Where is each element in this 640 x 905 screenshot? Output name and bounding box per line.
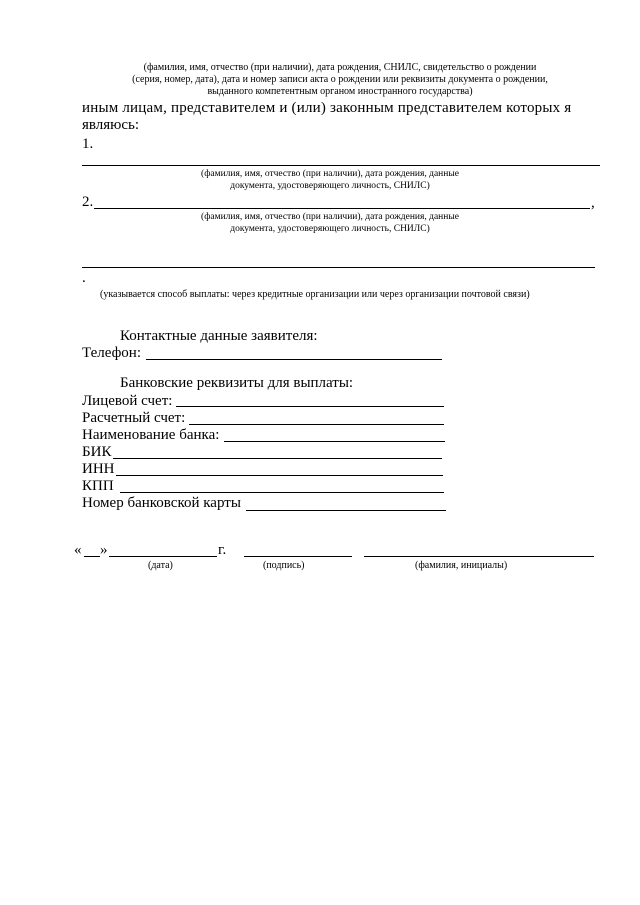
phone-field bbox=[82, 345, 141, 362]
name-initials-caption: (фамилия, инициалы) bbox=[415, 560, 508, 571]
kpp-line[interactable] bbox=[120, 492, 444, 493]
bank-heading: Банковские реквизиты для выплаты: bbox=[120, 375, 354, 391]
bank-name-label: Наименование банка: bbox=[82, 427, 220, 443]
bank-name-line[interactable] bbox=[224, 441, 445, 442]
bik-label: БИК bbox=[82, 444, 112, 460]
person-2-caption bbox=[160, 211, 500, 235]
person-2-caption-line-2: документа, удостоверяющего личность, СНИЛС) bbox=[230, 224, 430, 234]
statement-line-2: являюсь: bbox=[82, 117, 140, 133]
inn-line[interactable] bbox=[116, 475, 443, 476]
inn-label: ИНН bbox=[82, 461, 115, 477]
kpp-label: КПП bbox=[82, 478, 114, 494]
date-day-line[interactable] bbox=[84, 556, 100, 557]
person-2-number: 2. bbox=[82, 194, 94, 210]
person-1-caption-line-1: (фамилия, имя, отчество (при наличии), дата рождения, данные bbox=[201, 169, 459, 179]
year-suffix: г. bbox=[218, 542, 227, 558]
settlement-account-line[interactable] bbox=[189, 424, 444, 425]
card-number-label: Номер банковской карты bbox=[82, 495, 241, 511]
date-close-quote: » bbox=[100, 542, 108, 558]
phone-label: Телефон: bbox=[82, 345, 141, 361]
signature-line[interactable] bbox=[244, 556, 352, 557]
person-2-line[interactable] bbox=[94, 208, 590, 209]
person-2-comma: , bbox=[591, 195, 595, 211]
date-open-quote: « bbox=[74, 542, 82, 558]
top-caption-line-3: выданного компетентным органом иностранного государства) bbox=[207, 86, 473, 97]
person-2-caption-line-1: (фамилия, имя, отчество (при наличии), дата рождения, данные bbox=[201, 212, 459, 222]
account-number-line[interactable] bbox=[176, 406, 444, 407]
top-caption-line-1: (фамилия, имя, отчество (при наличии), дата рождения, СНИЛС, свидетельство о рождении bbox=[143, 62, 537, 73]
person-1-line[interactable] bbox=[82, 165, 600, 166]
signature-caption: (подпись) bbox=[263, 560, 305, 571]
person-1-number: 1. bbox=[82, 136, 94, 152]
top-caption-line-2: (серия, номер, дата), дата и номер записи акта о рождении или реквизиты документа о рождении, bbox=[132, 74, 548, 85]
phone-input-line[interactable] bbox=[146, 359, 442, 360]
bik-line[interactable] bbox=[113, 458, 442, 459]
person-1-caption-line-2: документа, удостоверяющего личность, СНИЛС) bbox=[230, 181, 430, 191]
payment-dot: . bbox=[82, 270, 86, 286]
payment-method-caption: (указывается способ выплаты: через кредитные организации или через организации почтовой связи) bbox=[100, 289, 530, 300]
date-month-line[interactable] bbox=[109, 556, 217, 557]
date-caption: (дата) bbox=[148, 560, 173, 571]
person-1-caption bbox=[160, 168, 500, 192]
payment-method-line[interactable] bbox=[82, 267, 595, 268]
account-number-label: Лицевой счет: bbox=[82, 393, 173, 409]
settlement-account-label: Расчетный счет: bbox=[82, 410, 186, 426]
contacts-heading: Контактные данные заявителя: bbox=[120, 328, 318, 344]
top-caption bbox=[90, 62, 590, 98]
name-initials-line[interactable] bbox=[364, 556, 594, 557]
statement-line-1: иным лицам, представителем и (или) законным представителем которых я bbox=[82, 100, 572, 116]
card-number-line[interactable] bbox=[246, 510, 446, 511]
